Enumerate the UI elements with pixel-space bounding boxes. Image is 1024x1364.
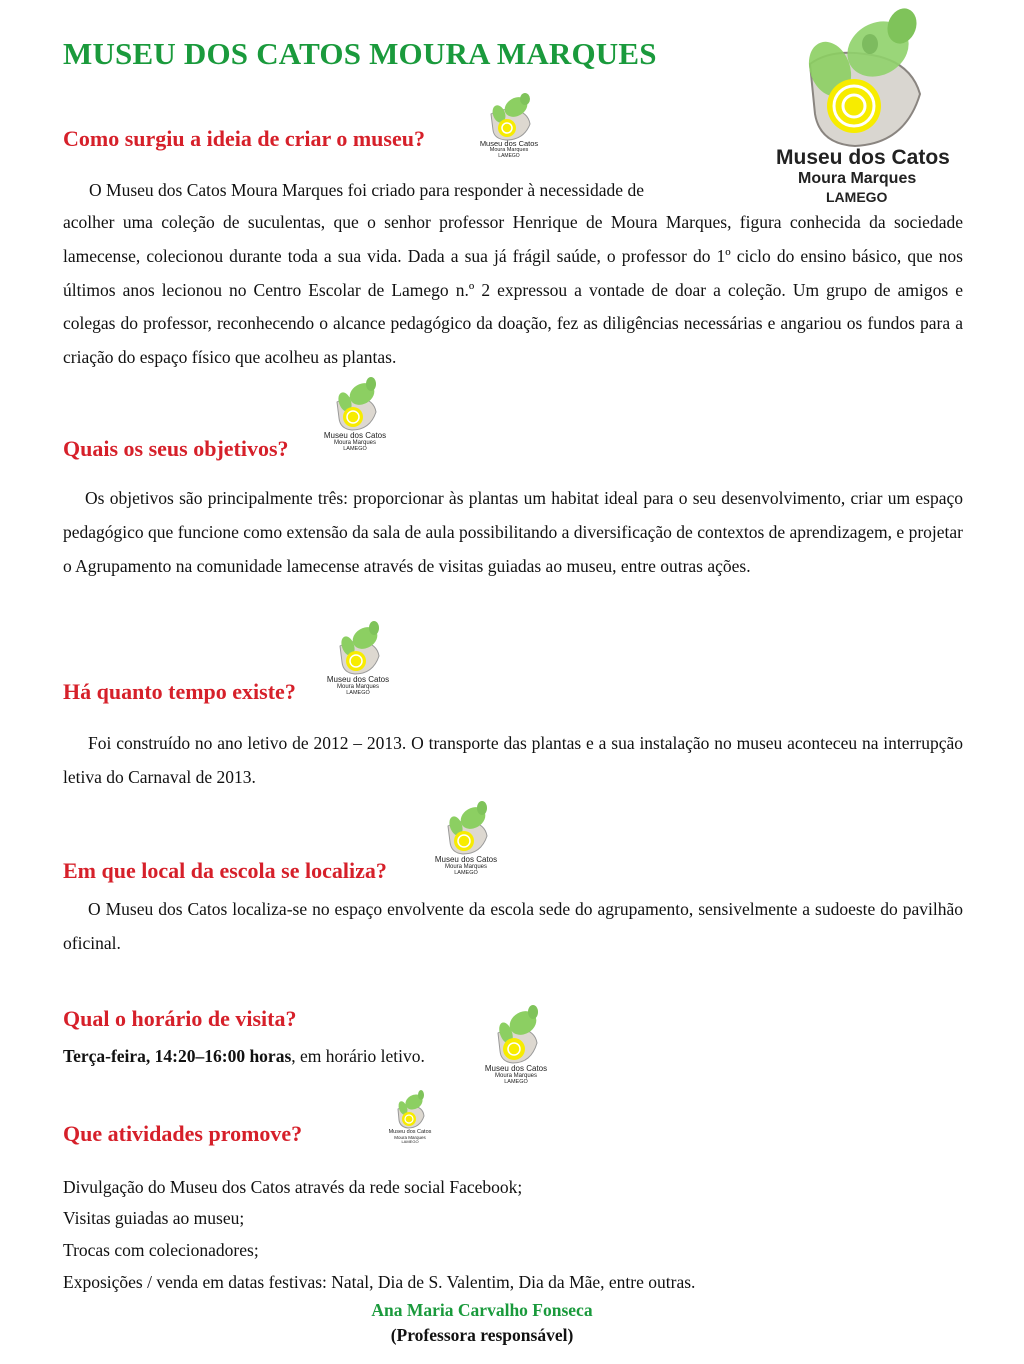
museum-logo-small — [325, 620, 391, 700]
logo-subname: Moura Marques — [494, 1073, 538, 1080]
cactus-logo-icon — [483, 1003, 549, 1065]
section-heading-activities: Que atividades promove? — [63, 1121, 303, 1146]
cactus-logo-icon — [388, 1090, 432, 1130]
logo-subname: Moura Marques — [489, 146, 529, 153]
list-item: Divulgação do Museu dos Catos através da rede social Facebook; — [63, 1177, 523, 1197]
logo-city: LAMEGO — [401, 1139, 419, 1145]
logo-subname: Moura Marques — [333, 440, 377, 447]
logo-name: Museu dos Catos — [323, 431, 387, 440]
museum-logo-large — [770, 4, 950, 204]
museum-logo-small — [483, 1003, 549, 1093]
section-heading-objectives: Quais os seus objetivos? — [63, 436, 289, 461]
logo-city: LAMEGO — [454, 869, 478, 876]
logo-name: Museu dos Catos — [434, 855, 498, 864]
cactus-logo-icon — [770, 4, 950, 154]
museum-logo-small — [322, 376, 388, 458]
schedule-line — [63, 1046, 425, 1067]
logo-city: LAMEGO — [346, 689, 370, 696]
logo-city: LAMEGO — [504, 1078, 528, 1085]
logo-name: Museu dos Catos — [776, 146, 950, 169]
author-name: Ana Maria Carvalho Fonseca — [371, 1300, 593, 1320]
logo-subname: Moura Marques — [394, 1134, 426, 1140]
logo-name: Museu dos Catos — [484, 1064, 548, 1073]
museum-logo-small — [433, 800, 499, 880]
logo-subname: Moura Marques — [798, 170, 917, 187]
logo-subname: Moura Marques — [336, 684, 380, 691]
logo-name: Museu dos Catos — [388, 1129, 432, 1135]
cactus-logo-icon — [322, 376, 388, 432]
section-body: Os objetivos são principalmente três: proporcionar às plantas um habitat ideal para o seu desenvolvimento, criar um espaço pedagógico que funcione como extensão da sala de aula possibilitando a diversificação de contextos de aprendizagem, e projetar o Agrupamento na comunidade lamecense através de visitas guiadas ao museu, entre outras ações. — [63, 488, 963, 576]
museum-logo-small — [388, 1090, 432, 1150]
logo-city: LAMEGO — [826, 189, 888, 205]
page-title: MUSEU DOS CATOS MOURA MARQUES — [63, 36, 657, 71]
schedule-note: , em horário letivo. — [291, 1046, 425, 1066]
logo-name: Museu dos Catos — [326, 675, 390, 684]
logo-city: LAMEGO — [343, 445, 367, 452]
schedule-time: Terça-feira, 14:20–16:00 horas — [63, 1046, 292, 1066]
logo-city: LAMEGO — [498, 152, 520, 159]
section-body: Foi construído no ano letivo de 2012 – 2013. O transporte das plantas e a sua instalação no museu aconteceu na interrupção letiva do Carnaval de 2013. — [63, 733, 963, 787]
logo-name: Museu dos Catos — [479, 139, 539, 148]
section-body: acolher uma coleção de suculentas, que o senhor professor Henrique de Moura Marques, figura conhecida da sociedade lamecense, colecionou durante toda a sua vida. Dada a sua já frágil saúde, o professor do 1º ciclo do ensino básico, que nos últimos anos lecionou no Centro Escolar de Lamego n.º 2 expressou a vontade de doar a coleção. Um grupo de amigos e colegas do professor, reconhecendo o alcance pedagógico da doação, fez as diligências necessárias e angariou os fundos para a criação do espaço físico que acolheu as plantas. — [63, 212, 963, 368]
cactus-logo-icon — [325, 620, 391, 676]
cactus-logo-icon — [476, 92, 542, 142]
section-heading-history: Há quanto tempo existe? — [63, 679, 296, 704]
section-heading-origin: Como surgiu a ideia de criar o museu? — [63, 126, 425, 151]
list-item: Visitas guiadas ao museu; — [63, 1208, 245, 1228]
section-first-line: O Museu dos Catos Moura Marques foi criado para responder à necessidade de — [89, 180, 644, 200]
museum-logo-small — [476, 92, 542, 160]
section-heading-schedule: Qual o horário de visita? — [63, 1006, 297, 1031]
author-role: (Professora responsável) — [390, 1325, 574, 1345]
logo-subname: Moura Marques — [444, 864, 488, 871]
section-body: O Museu dos Catos localiza-se no espaço envolvente da escola sede do agrupamento, sensivelmente a sudoeste do pavilhão oficinal. — [63, 899, 963, 953]
cactus-logo-icon — [433, 800, 499, 856]
list-item: Exposições / venda em datas festivas: Natal, Dia de S. Valentim, Dia da Mãe, entre outras. — [63, 1272, 696, 1292]
section-heading-location: Em que local da escola se localiza? — [63, 858, 387, 883]
list-item: Trocas com colecionadores; — [63, 1240, 259, 1260]
